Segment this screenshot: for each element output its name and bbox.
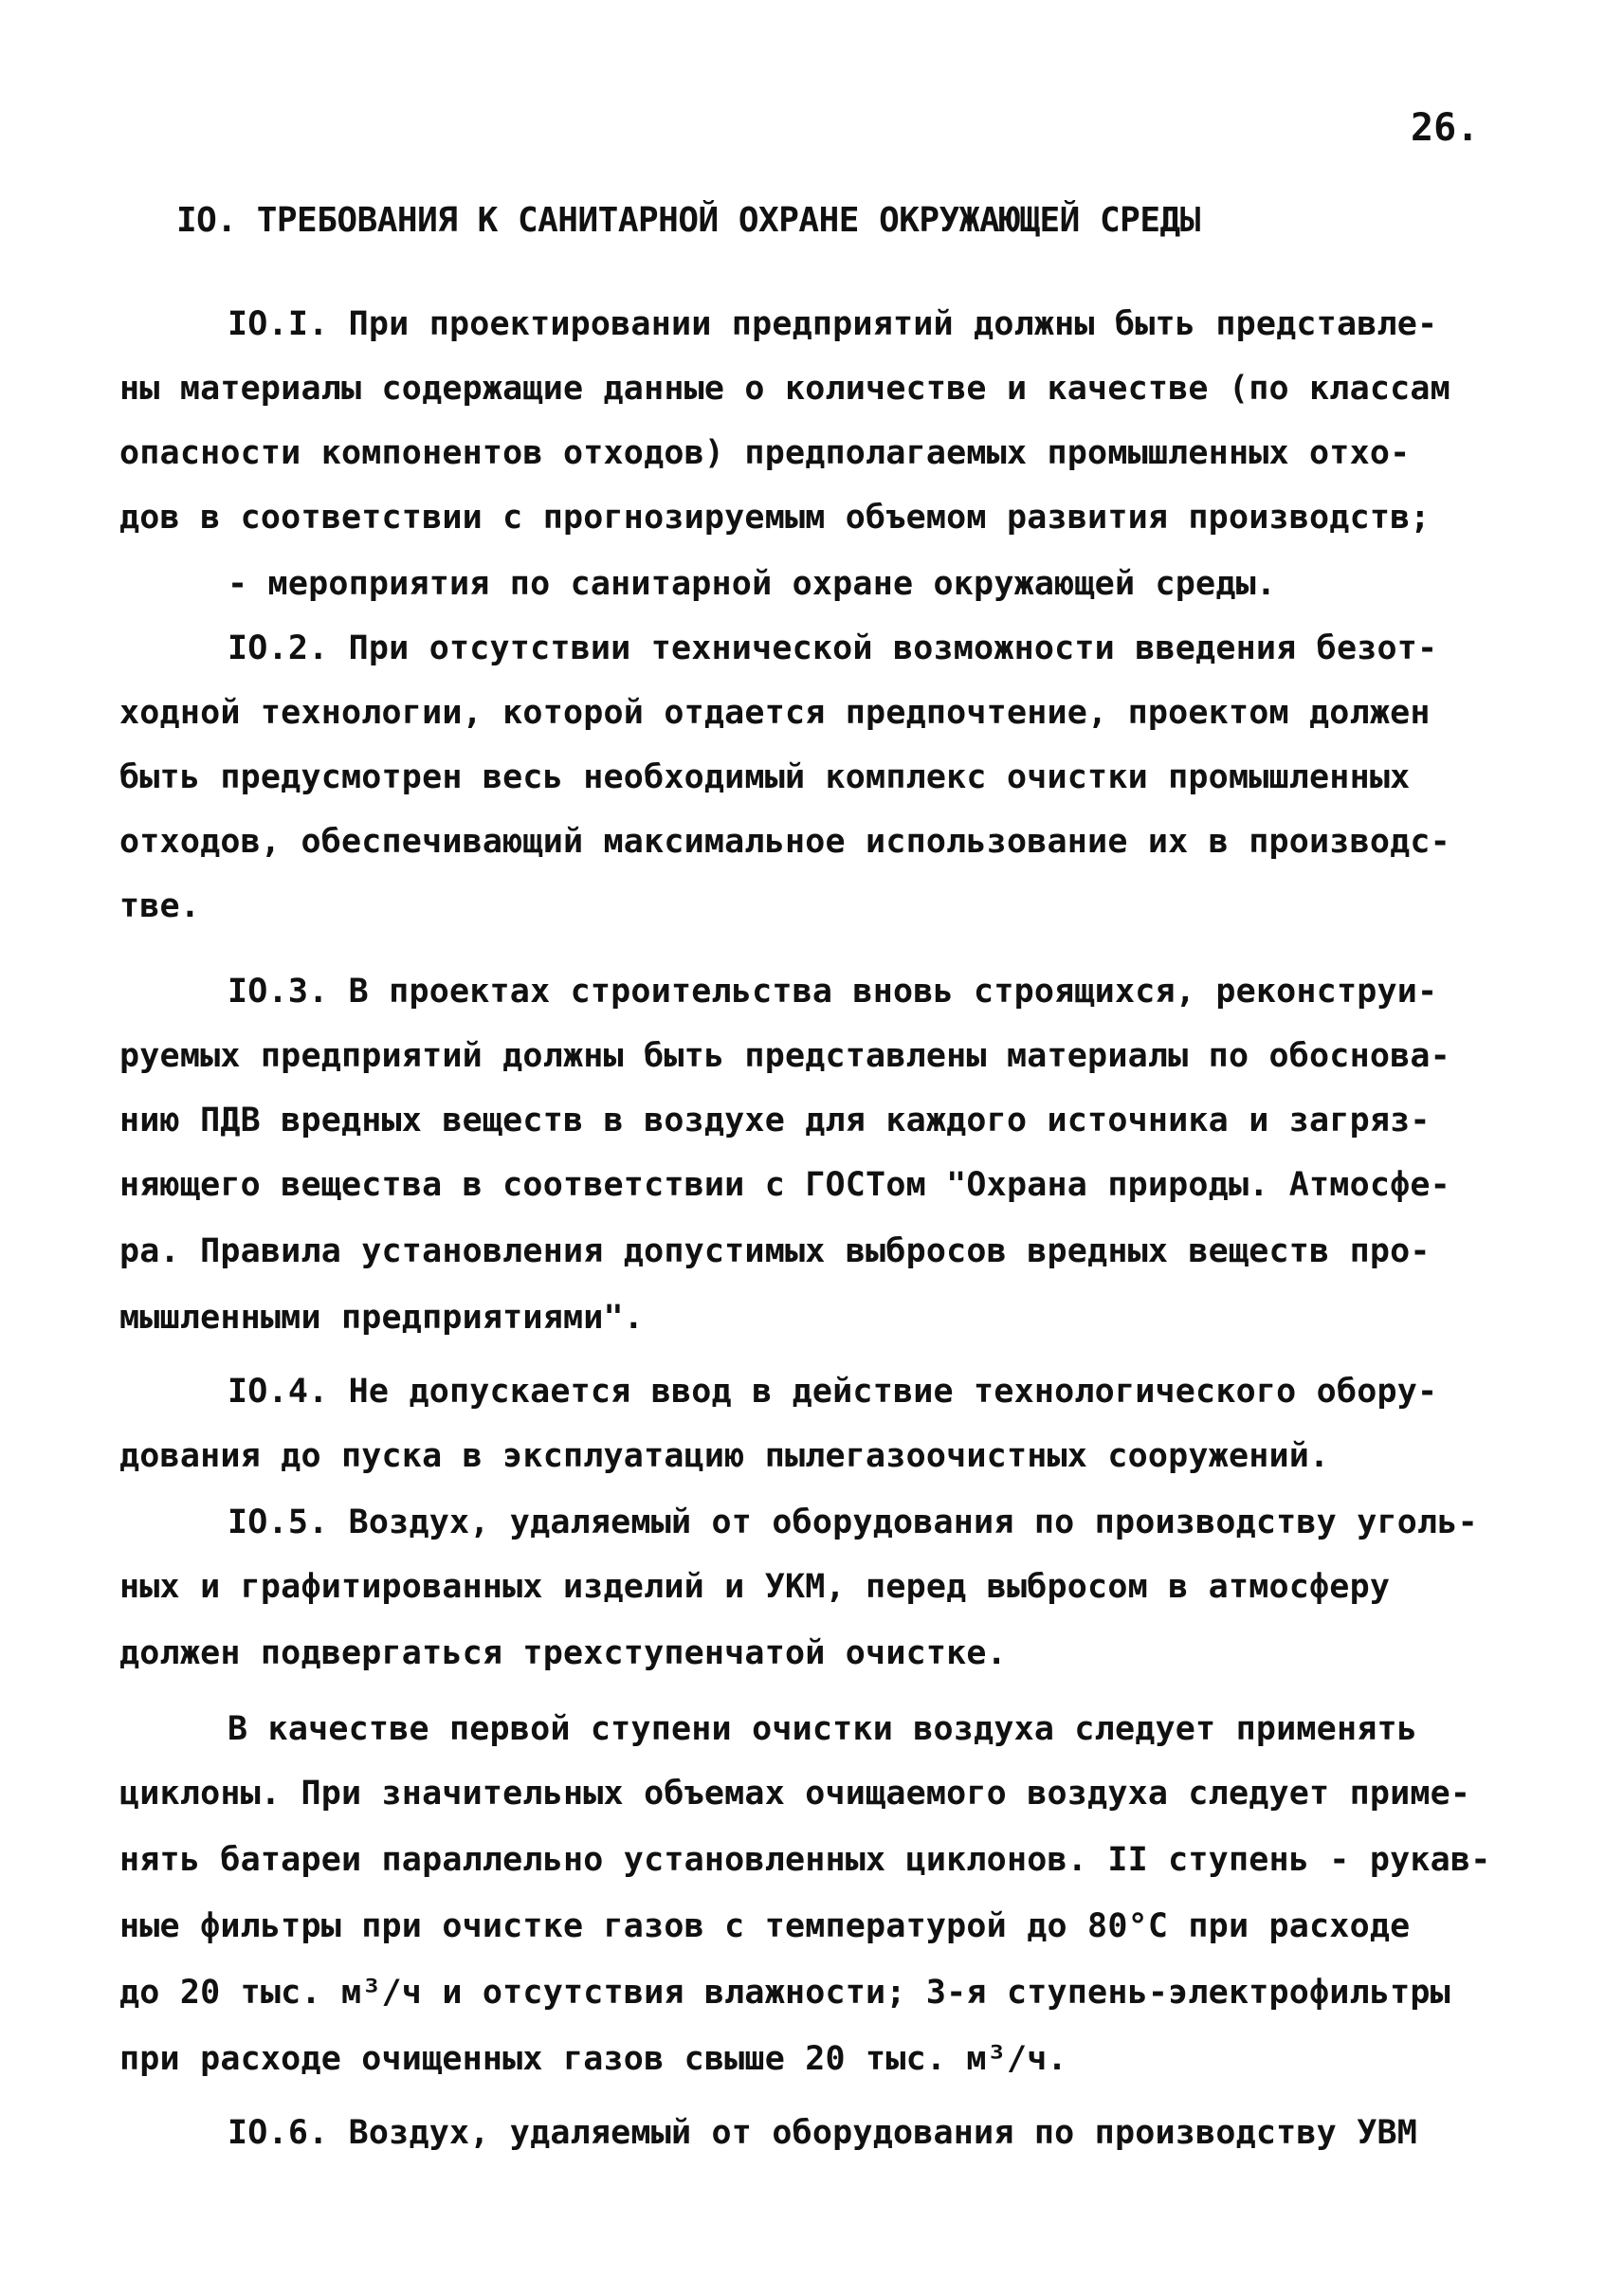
section-title: IO. ТРЕБОВАНИЯ К САНИТАРНОЙ ОХРАНЕ ОКРУЖАЮЩЕЙ СРЕДЫ: [176, 201, 1200, 240]
text-line: при расходе очищенных газов свыше 20 тыс. м³/ч.: [119, 2040, 1067, 2078]
text-line: ных и графитированных изделий и УКМ, перед выбросом в атмосферу: [119, 1568, 1391, 1606]
text-line: IO.5. Воздух, удаляемый от оборудования по производству уголь-: [228, 1503, 1478, 1541]
text-line: IO.6. Воздух, удаляемый от оборудования по производству УВМ: [228, 2114, 1418, 2152]
text-line: IO.3. В проектах строительства вновь строящихся, реконструи-: [228, 973, 1438, 1011]
text-line: опасности компонентов отходов) предполагаемых промышленных отхо-: [119, 434, 1411, 472]
text-line: нять батареи параллельно установленных циклонов. II ступень - рукав-: [119, 1841, 1491, 1879]
text-line: быть предусмотрен весь необходимый комплекс очистки промышленных: [119, 758, 1411, 796]
text-line: ходной технологии, которой отдается предпочтение, проектом должен: [119, 694, 1431, 732]
text-line: IO.4. Не допускается ввод в действие технологического обору-: [228, 1373, 1438, 1411]
text-line: В качестве первой ступени очистки воздуха следует применять: [228, 1710, 1418, 1748]
text-line: IO.I. При проектировании предприятий должны быть представле-: [228, 305, 1438, 343]
text-line: тве.: [119, 887, 201, 925]
text-line: должен подвергаться трехступенчатой очистке.: [119, 1634, 1007, 1672]
text-line: мышленными предприятиями".: [119, 1299, 645, 1337]
text-line: ные фильтры при очистке газов с температурой до 80°С при расходе: [119, 1907, 1411, 1945]
text-line: - мероприятия по санитарной охране окружающей среды.: [228, 565, 1277, 603]
text-line: руемых предприятий должны быть представлены материалы по обоснова-: [119, 1037, 1450, 1075]
text-line: ра. Правила установления допустимых выбросов вредных веществ про-: [119, 1232, 1431, 1270]
page-number: 26.: [1411, 106, 1480, 150]
text-line: нию ПДВ вредных веществ в воздухе для каждого источника и загряз-: [119, 1102, 1431, 1139]
text-line: IO.2. При отсутствии технической возможности введения безот-: [228, 629, 1438, 667]
text-line: няющего вещества в соответствии с ГОСТом "Охрана природы. Атмосфе-: [119, 1166, 1450, 1204]
text-line: дов в соответствии с прогнозируемым объемом развития производств;: [119, 499, 1431, 537]
text-line: отходов, обеспечивающий максимальное использование их в производс-: [119, 823, 1450, 861]
text-line: до 20 тыс. м³/ч и отсутствия влажности; 3-я ступень-электрофильтры: [119, 1974, 1450, 2012]
text-line: дования до пуска в эксплуатацию пылегазоочистных сооружений.: [119, 1437, 1330, 1475]
text-line: ны материалы содержащие данные о количестве и качестве (по классам: [119, 370, 1450, 408]
text-line: циклоны. При значительных объемах очищаемого воздуха следует приме-: [119, 1775, 1471, 1813]
